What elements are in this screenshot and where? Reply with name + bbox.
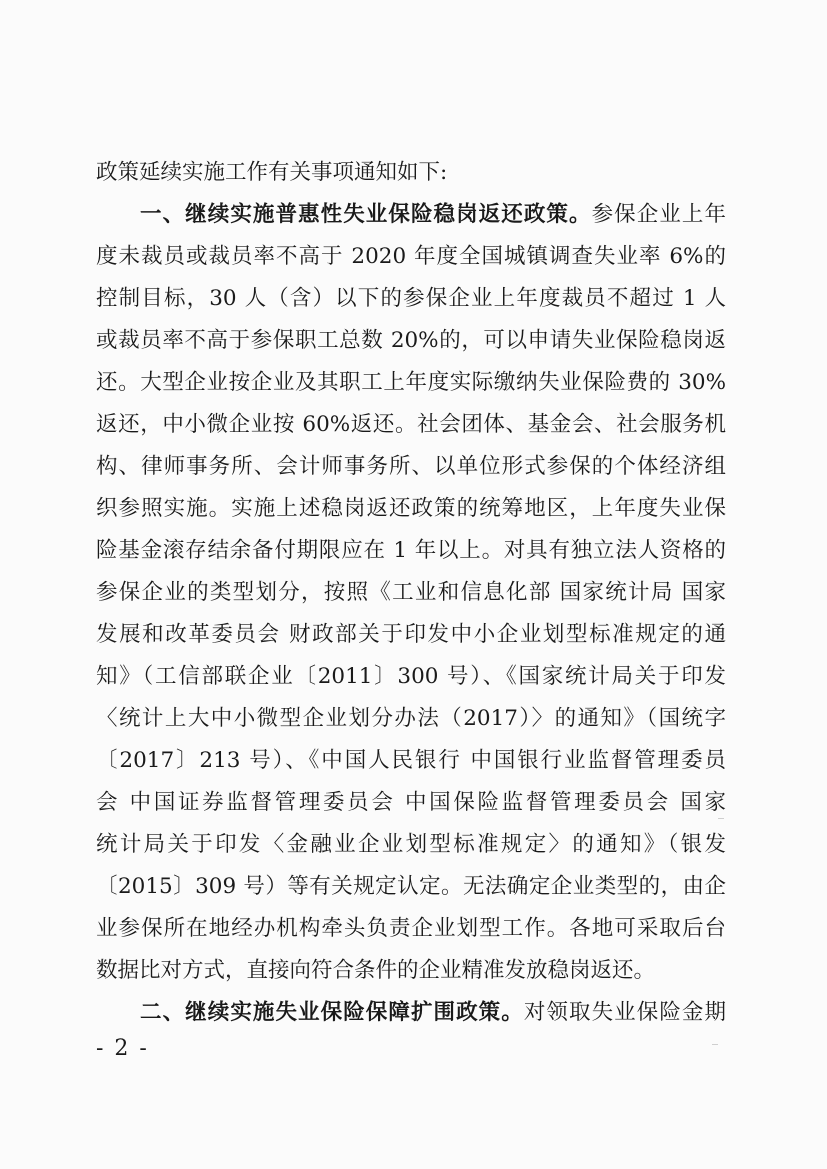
section-2-heading: 二、继续实施失业保险保障扩围政策。 [140,1000,524,1025]
scan-speck [718,818,724,819]
text-line: 知》（工信部联企业〔2011〕300 号）、《国家统计局关于印发 [96,664,726,689]
text-line: 发展和改革委员会 财政部关于印发中小企业划型标准规定的通 [96,622,726,647]
text-line: 构、律师事务所、会计师事务所、以单位形式参保的个体经济组 [96,454,726,479]
scan-speck [712,1044,718,1045]
section-2-text: 对领取失业保险金期 [523,1000,726,1025]
text-line: 统计局关于印发〈金融业企业划型标准规定〉的通知》（银发 [96,832,726,857]
text-line: 还。大型企业按企业及其职工上年度实际缴纳失业保险费的 30% [96,370,726,395]
text-line: 或裁员率不高于参保职工总数 20%的，可以申请失业保险稳岗返 [96,328,726,353]
text-line: 度未裁员或裁员率不高于 2020 年度全国城镇调查失业率 6%的 [96,244,726,269]
text-line: 〔2015〕309 号）等有关规定认定。无法确定企业类型的，由企 [96,874,726,899]
section-1-paragraph-start [140,199,726,231]
text-line: 〈统计上大中小微型企业划分办法（2017）〉的通知》（国统字 [96,706,726,731]
text-line: 〔2017〕213 号）、《中国人民银行 中国银行业监督管理委员 [96,748,726,773]
section-2-paragraph-start [140,997,726,1029]
section-1-text: 参保企业上年 [591,202,726,227]
text-line: 控制目标，30 人（含）以下的参保企业上年度裁员不超过 1 人 [96,286,726,311]
page-number: - 2 - [96,1036,149,1061]
text-line: 织参照实施。实施上述稳岗返还政策的统筹地区，上年度失业保 [96,496,726,521]
section-1-heading: 一、继续实施普惠性失业保险稳岗返还政策。 [140,202,592,227]
text-line: 政策延续实施工作有关事项通知如下: [96,160,448,185]
text-line: 返还，中小微企业按 60%返还。社会团体、基金会、社会服务机 [96,412,726,437]
text-line: 数据比对方式，直接向符合条件的企业精准发放稳岗返还。 [96,958,656,983]
text-line: 险基金滚存结余备付期限应在 1 年以上。对具有独立法人资格的 [96,538,726,563]
text-line: 业参保所在地经办机构牵头负责企业划型工作。各地可采取后台 [96,916,726,941]
text-line: 参保企业的类型划分，按照《工业和信息化部 国家统计局 国家 [96,580,726,605]
text-line: 会 中国证券监督管理委员会 中国保险监督管理委员会 国家 [96,790,726,815]
